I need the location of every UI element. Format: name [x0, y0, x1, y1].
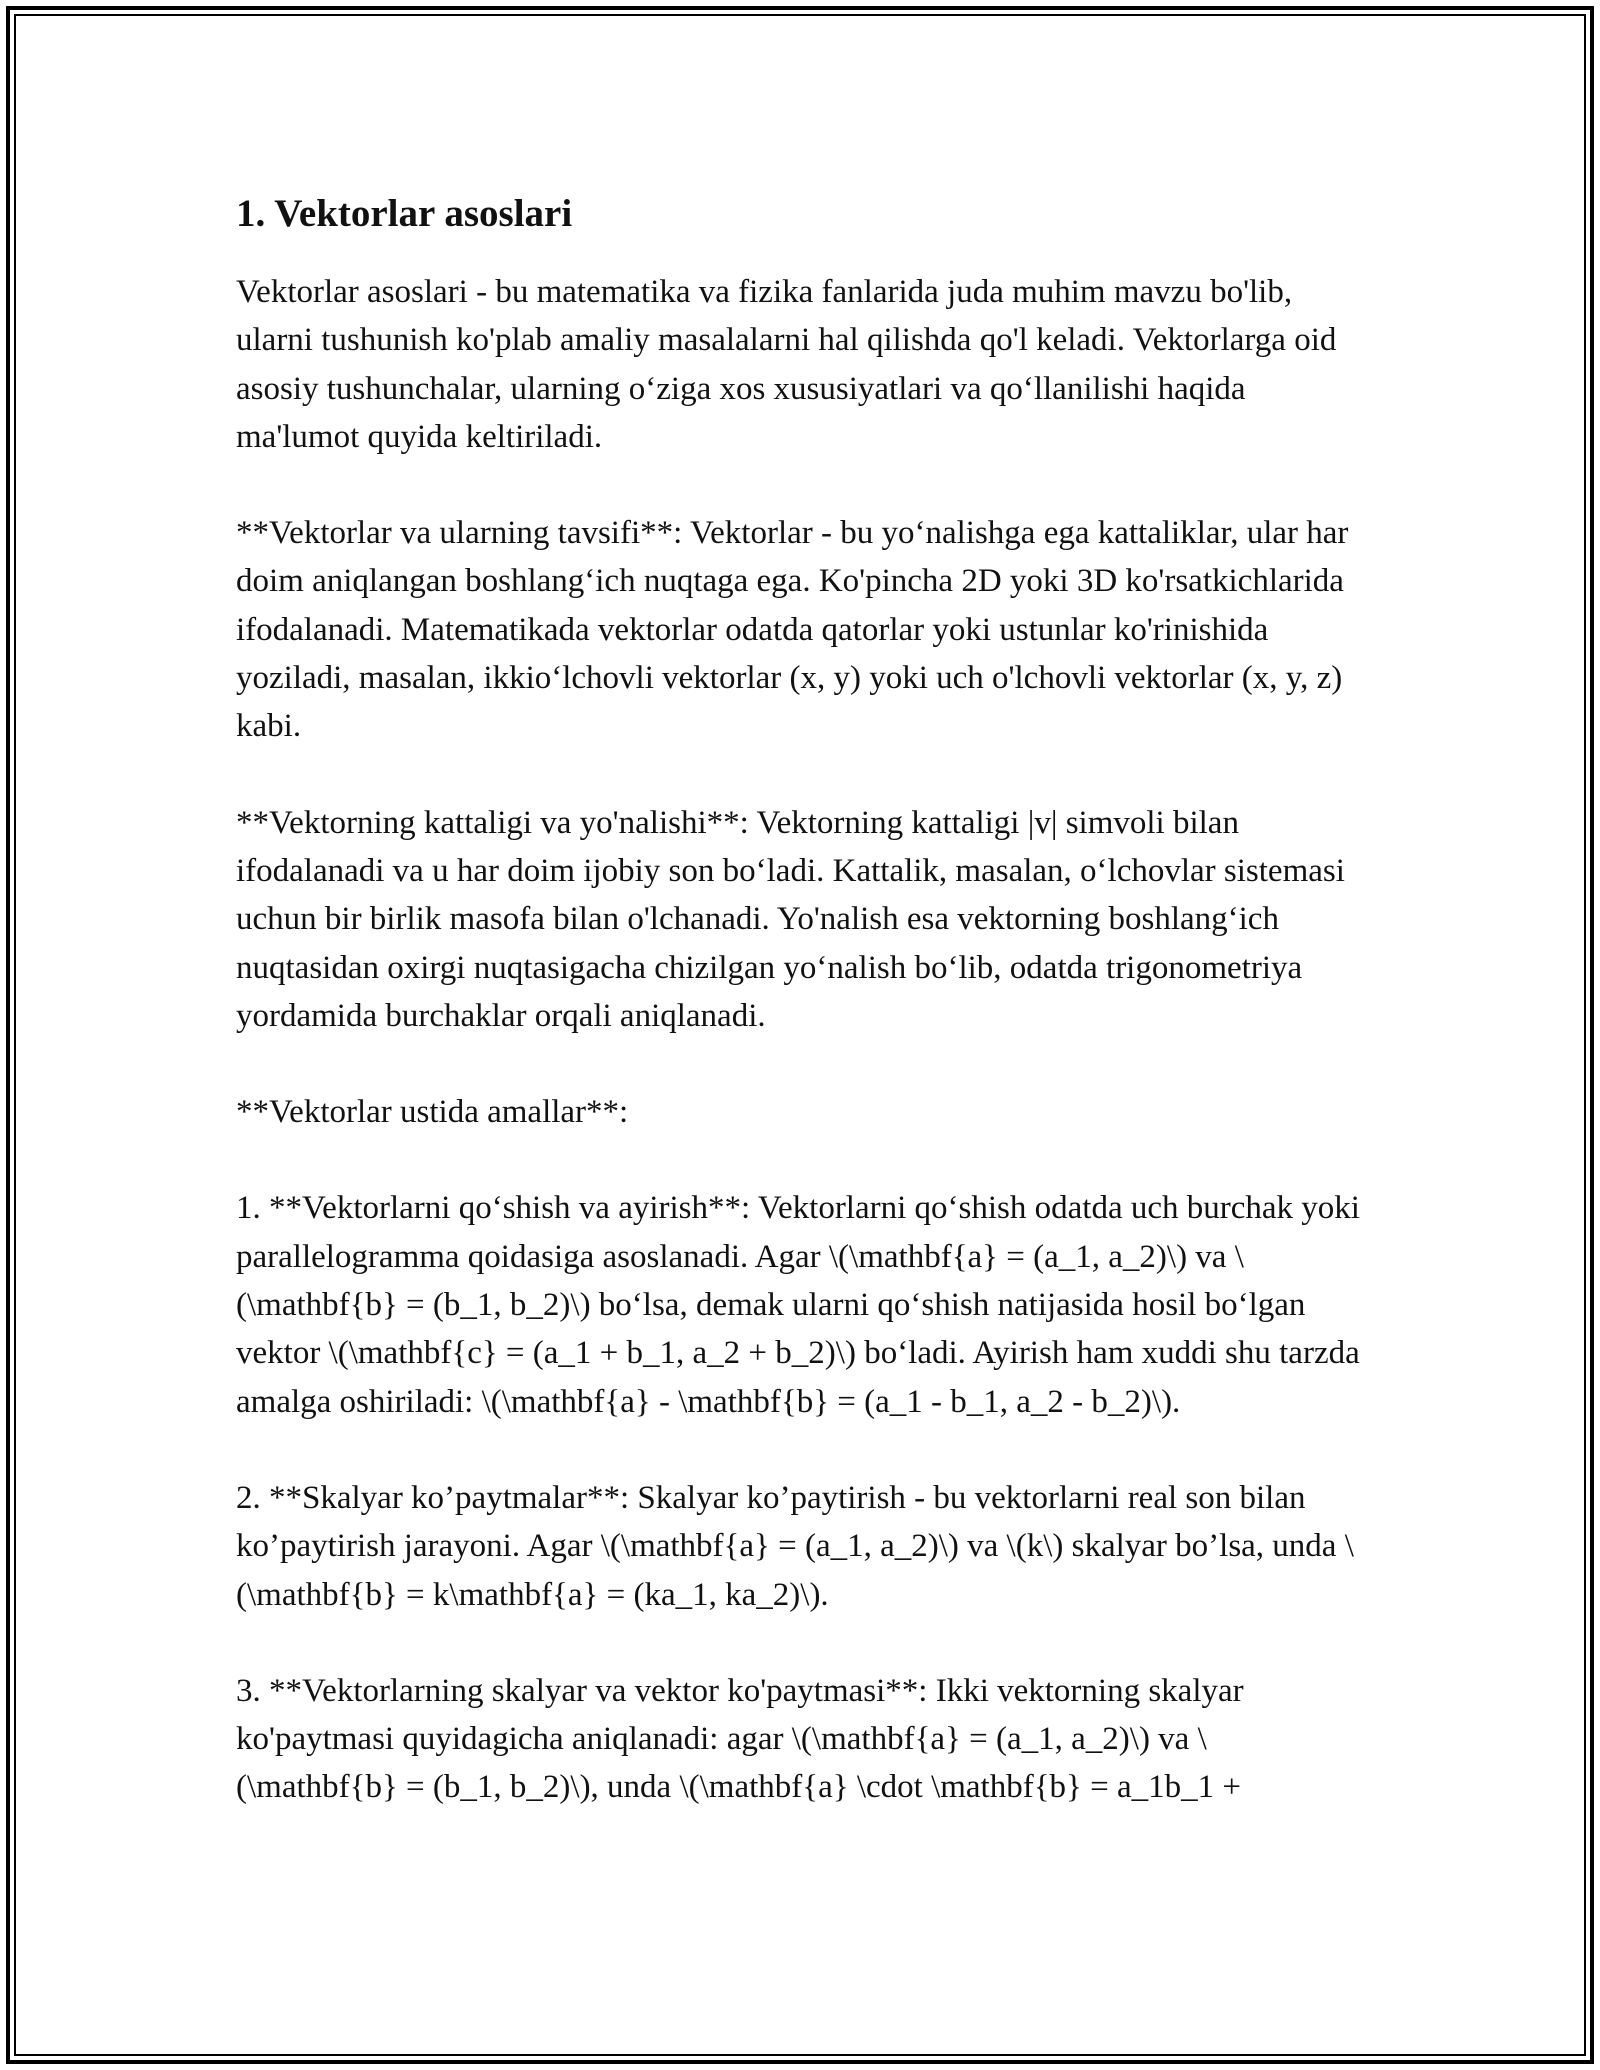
operations-heading-paragraph: **Vektorlar ustida amallar**:: [236, 1094, 629, 1131]
vector-description-paragraph: **Vektorlar va ularning tavsifi**: Vektorlar - bu yo‘nalishga ega kattaliklar, ular har doim aniqlangan boshlang‘ich nuqtaga ega. Ko'pincha 2D yoki 3D ko'rsatkichlarida ifodalanadi. Matematikada vektorlar odatda qatorlar yoki ustunlar ko'rinishida yoziladi, masalan, ikkio‘lchovli vektorlar (x, y) yoki uch o'lchovli vektorlar (x, y, z) kabi.: [236, 515, 1349, 745]
magnitude-direction-paragraph: **Vektorning kattaligi va yo'nalishi**: Vektorning kattaligi |v| simvoli bilan ifodalanadi va u har doim ijobiy son bo‘ladi. Kattalik, masalan, o‘lchovlar sistemasi uchun bir birlik masofa bilan o'lchanadi. Yo'nalish esa vektorning boshlang‘ich nuqtasidan oxirgi nuqtasigacha chizilgan yo‘nalish bo‘lib, odatda trigonometriya yordamida burchaklar orqali aniqlanadi.: [236, 804, 1345, 1034]
intro-paragraph: Vektorlar asoslari - bu matematika va fizika fanlarida juda muhim mavzu bo'lib, ularni tushunish ko'plab amaliy masalalarni hal qilishda qo'l keladi. Vektorlarga oid asosiy tushunchalar, ularning o‘ziga xos xususiyatlari va qo‘llanilishi haqida ma'lumot quyida keltiriladi.: [236, 274, 1337, 455]
addition-subtraction-paragraph: 1. **Vektorlarni qo‘shish va ayirish**: Vektorlarni qo‘shish odatda uch burchak yoki parallelogramma qoidasiga asoslanadi. Agar \(\mathbf{a} = (a_1, a_2)\) va \(\mathbf{b} = (b_1, b_2)\) bo‘lsa, demak ularni qo‘shish natijasida hosil bo‘lgan vektor \(\mathbf{c} = (a_1 + b_1, a_2 + b_2)\) bo‘ladi. Ayirish ham xuddi shu tarzda amalga oshiriladi: \(\mathbf{a} - \mathbf{b} = (a_1 - b_1, a_2 - b_2)\).: [236, 1190, 1360, 1420]
document-body: [236, 186, 1366, 1860]
section-heading: 1. Vektorlar asoslari: [236, 192, 573, 235]
scalar-multiplication-paragraph: 2. **Skalyar ko’paytmalar**: Skalyar ko’paytirish - bu vektorlarni real son bilan ko’paytirish jarayoni. Agar \(\mathbf{a} = (a_1, a_2)\) va \(k\) skalyar bo’lsa, unda \(\mathbf{b} = k\mathbf{a} = (ka_1, ka_2)\).: [236, 1479, 1354, 1613]
dot-cross-product-paragraph: 3. **Vektorlarning skalyar va vektor ko'paytmasi**: Ikki vektorning skalyar ko'paytmasi quyidagicha aniqlanadi: agar \(\mathbf{a} = (a_1, a_2)\) va \(\mathbf{b} = (b_1, b_2)\), unda \(\mathbf{a} \cdot \mathbf{b} = a_1b_1 +: [236, 1672, 1244, 1806]
